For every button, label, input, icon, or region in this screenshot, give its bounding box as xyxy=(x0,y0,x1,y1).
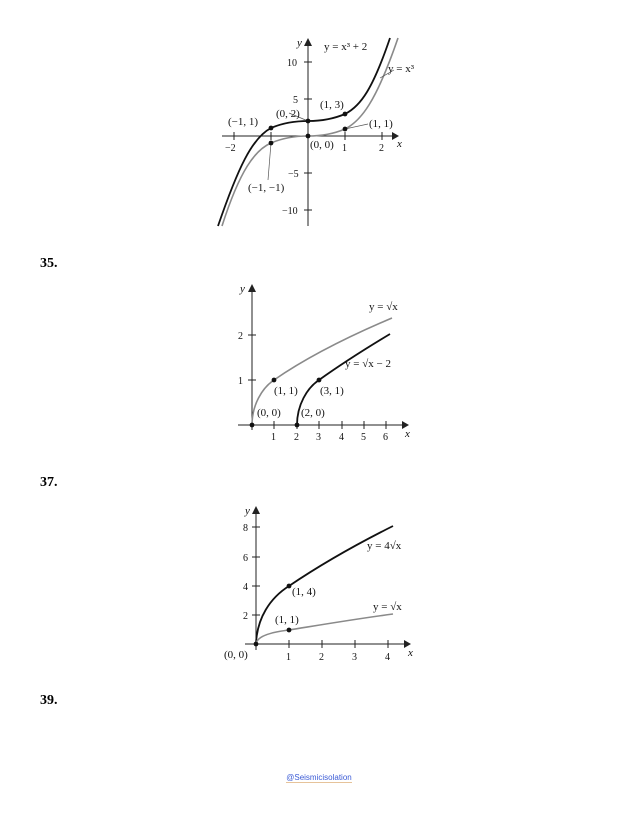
curve-label-x3: y = x³ xyxy=(388,63,415,75)
svg-text:1: 1 xyxy=(286,652,291,663)
point-1-1 xyxy=(272,378,277,383)
svg-text:(3, 1): (3, 1) xyxy=(320,385,344,397)
svg-text:6: 6 xyxy=(383,432,388,443)
curve-label-x3-plus-2: y = x³ + 2 xyxy=(324,41,368,53)
point-neg1-1 xyxy=(269,126,274,131)
y-axis-label: y xyxy=(240,283,245,295)
svg-text:(0, 0): (0, 0) xyxy=(224,649,248,661)
svg-text:2: 2 xyxy=(238,331,243,342)
svg-text:(−1, −1): (−1, −1) xyxy=(248,182,285,194)
problem-number-37: 37. xyxy=(40,475,58,490)
figure-sqrt-shift-graph xyxy=(0,270,638,460)
svg-text:(−1, 1): (−1, 1) xyxy=(228,116,259,128)
curve-y-equals-x-cubed-plus-2 xyxy=(218,38,390,226)
svg-text:1: 1 xyxy=(238,376,243,387)
svg-text:2: 2 xyxy=(294,432,299,443)
svg-text:2: 2 xyxy=(243,611,248,622)
svg-text:(2, 0): (2, 0) xyxy=(301,407,325,419)
point-2-0 xyxy=(295,423,300,428)
svg-text:6: 6 xyxy=(243,553,248,564)
svg-text:−10: −10 xyxy=(282,206,298,217)
svg-text:(1, 1): (1, 1) xyxy=(274,385,298,397)
svg-text:5: 5 xyxy=(293,95,298,106)
point-0-0 xyxy=(254,642,259,647)
svg-text:3: 3 xyxy=(316,432,321,443)
svg-text:(0, 2): (0, 2) xyxy=(276,108,300,120)
x-axis-label: x xyxy=(397,138,402,150)
svg-text:(0, 0): (0, 0) xyxy=(310,139,334,151)
svg-text:1: 1 xyxy=(342,143,347,154)
svg-text:(1, 1): (1, 1) xyxy=(275,614,299,626)
figure-cubic-graph xyxy=(0,0,638,240)
svg-text:−5: −5 xyxy=(288,169,299,180)
point-1-1 xyxy=(343,127,348,132)
curve-y-equals-x-cubed xyxy=(222,38,398,226)
svg-text:4: 4 xyxy=(385,652,390,663)
point-1-3 xyxy=(343,112,348,117)
svg-text:10: 10 xyxy=(287,58,297,69)
curve-label-4-sqrt-x: y = 4√x xyxy=(367,540,402,552)
svg-text:3: 3 xyxy=(352,652,357,663)
curve-label-sqrt-x-minus-2: y = √x − 2 xyxy=(345,358,391,370)
curve-label-sqrt-x: y = √x xyxy=(369,301,398,313)
y-axis-label: y xyxy=(297,37,302,49)
x-axis-label: x xyxy=(405,428,410,440)
y-axis-label: y xyxy=(245,505,250,517)
svg-text:5: 5 xyxy=(361,432,366,443)
problem-number-35: 35. xyxy=(40,256,58,271)
x-axis-label: x xyxy=(408,647,413,659)
figure-sqrt-scale-graph xyxy=(0,495,638,675)
svg-text:1: 1 xyxy=(271,432,276,443)
svg-text:(0, 0): (0, 0) xyxy=(257,407,281,419)
point-1-1 xyxy=(287,628,292,633)
problem-number-39: 39. xyxy=(40,693,58,708)
svg-text:4: 4 xyxy=(339,432,344,443)
svg-text:2: 2 xyxy=(319,652,324,663)
svg-text:4: 4 xyxy=(243,582,248,593)
svg-text:(1, 3): (1, 3) xyxy=(320,99,344,111)
point-0-2 xyxy=(306,119,311,124)
svg-text:(1, 4): (1, 4) xyxy=(292,586,316,598)
point-3-1 xyxy=(317,378,322,383)
footer-watermark xyxy=(0,773,638,782)
point-0-0 xyxy=(250,423,255,428)
curve-label-sqrt-x: y = √x xyxy=(373,601,402,613)
point-neg1-neg1 xyxy=(269,141,274,146)
svg-text:8: 8 xyxy=(243,523,248,534)
point-0-0 xyxy=(306,134,311,139)
svg-text:2: 2 xyxy=(379,143,384,154)
footer-text: @Seismicisolation xyxy=(286,773,352,782)
svg-text:(1, 1): (1, 1) xyxy=(369,118,393,130)
point-1-4 xyxy=(287,584,292,589)
svg-text:−2: −2 xyxy=(225,143,236,154)
